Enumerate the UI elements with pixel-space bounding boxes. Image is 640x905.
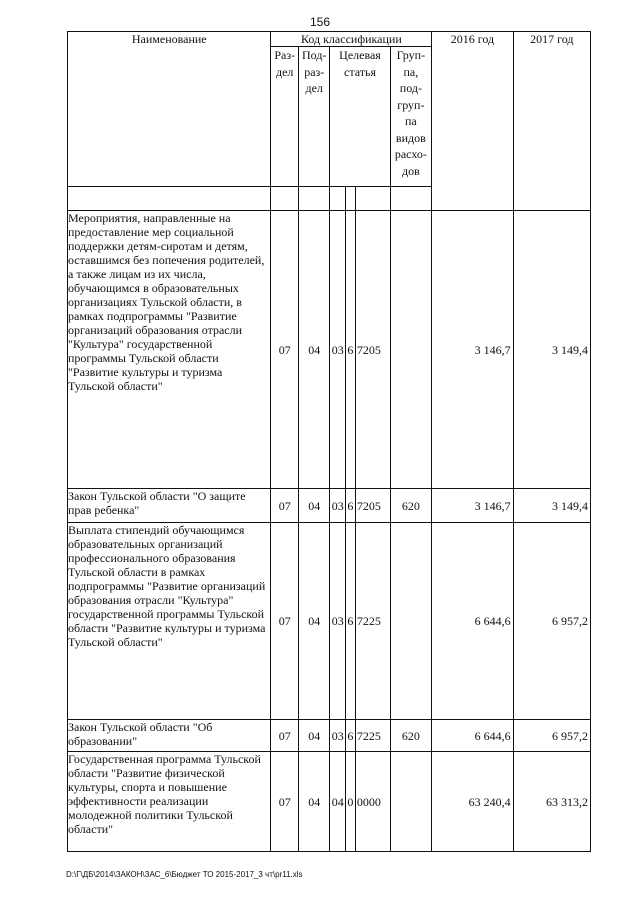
row-target-article-3: 0000 bbox=[355, 752, 390, 852]
row-target-article-1: 03 bbox=[330, 489, 345, 523]
row-2017: 3 149,4 bbox=[513, 489, 590, 523]
table-row bbox=[68, 752, 591, 852]
row-target-article-1: 03 bbox=[330, 211, 345, 489]
header-row-top bbox=[68, 32, 591, 47]
row-2017: 3 149,4 bbox=[513, 211, 590, 489]
header-target-article: Целевая статья bbox=[330, 47, 390, 187]
row-target-article-2: 6 bbox=[345, 720, 355, 752]
page-number: 156 bbox=[309, 15, 331, 29]
row-target-article-1: 03 bbox=[330, 720, 345, 752]
row-target-article-3: 7205 bbox=[355, 211, 390, 489]
row-target-article-2: 6 bbox=[345, 211, 355, 489]
header-name: Наименование bbox=[68, 32, 271, 187]
spacer-cell bbox=[330, 187, 345, 211]
header-expense-group: Груп- па, под- груп- па видов расхо- дов bbox=[390, 47, 432, 187]
row-section: 07 bbox=[271, 211, 298, 489]
header-subsection: Под- раз- дел bbox=[298, 47, 330, 187]
row-name: Выплата стипендий обучающимся образовательных организаций профессионального образования Тульской области в рамках подпрограммы "Развитие организаций образования отрасли "Культура" государственной программы Тульской области "Развитие культуры и туризма Тульской области" bbox=[68, 523, 271, 720]
header-classification: Код классификации bbox=[271, 32, 432, 47]
row-section: 07 bbox=[271, 489, 298, 523]
header-2016: 2016 год bbox=[432, 32, 513, 211]
row-2016: 63 240,4 bbox=[432, 752, 513, 852]
row-section: 07 bbox=[271, 720, 298, 752]
row-target-article-3: 7225 bbox=[355, 523, 390, 720]
spacer-cell bbox=[390, 187, 432, 211]
row-expense-group: 620 bbox=[390, 489, 432, 523]
row-2016: 3 146,7 bbox=[432, 211, 513, 489]
row-expense-group: 620 bbox=[390, 720, 432, 752]
row-subsection: 04 bbox=[298, 720, 330, 752]
row-target-article-2: 6 bbox=[345, 489, 355, 523]
table-row bbox=[68, 720, 591, 752]
row-target-article-2: 0 bbox=[345, 752, 355, 852]
header-section: Раз- дел bbox=[271, 47, 298, 187]
row-subsection: 04 bbox=[298, 211, 330, 489]
row-2016: 3 146,7 bbox=[432, 489, 513, 523]
row-subsection: 04 bbox=[298, 523, 330, 720]
row-target-article-3: 7225 bbox=[355, 720, 390, 752]
row-2017: 6 957,2 bbox=[513, 720, 590, 752]
row-name: Закон Тульской области "Об образовании" bbox=[68, 720, 271, 752]
budget-table bbox=[67, 31, 591, 852]
table-row bbox=[68, 489, 591, 523]
row-subsection: 04 bbox=[298, 489, 330, 523]
row-target-article-1: 03 bbox=[330, 523, 345, 720]
row-target-article-2: 6 bbox=[345, 523, 355, 720]
row-target-article-1: 04 bbox=[330, 752, 345, 852]
row-2016: 6 644,6 bbox=[432, 523, 513, 720]
file-path-footer: D:\Г\ДБ\2014\ЗАКОН\ЗАС_6\Бюджет ТО 2015-2017_3 чт\pr11.xls bbox=[66, 870, 303, 879]
spacer-cell bbox=[355, 187, 390, 211]
row-name: Мероприятия, направленные на предоставление мер социальной поддержки детям-сиротам и детям, оставшимся без попечения родителей, а также лицам из их числа, обучающимся в образовательных организациях Тульской области, в рамках подпрограммы "Развитие организаций образования отрасли "Культура" государственной программы Тульской области "Развитие культуры и туризма Тульской области" bbox=[68, 211, 271, 489]
spacer-cell bbox=[345, 187, 355, 211]
spacer-cell bbox=[298, 187, 330, 211]
row-2017: 63 313,2 bbox=[513, 752, 590, 852]
row-expense-group bbox=[390, 211, 432, 489]
row-section: 07 bbox=[271, 523, 298, 720]
row-target-article-3: 7205 bbox=[355, 489, 390, 523]
spacer-cell bbox=[68, 187, 271, 211]
table-row bbox=[68, 211, 591, 489]
row-expense-group bbox=[390, 752, 432, 852]
row-name: Закон Тульской области "О защите прав ребенка" bbox=[68, 489, 271, 523]
row-2017: 6 957,2 bbox=[513, 523, 590, 720]
row-subsection: 04 bbox=[298, 752, 330, 852]
table-row bbox=[68, 523, 591, 720]
row-2016: 6 644,6 bbox=[432, 720, 513, 752]
header-2017: 2017 год bbox=[513, 32, 590, 211]
row-name: Государственная программа Тульской области "Развитие физической культуры, спорта и повышение эффективности реализации молодежной политики Тульской области" bbox=[68, 752, 271, 852]
row-section: 07 bbox=[271, 752, 298, 852]
row-expense-group bbox=[390, 523, 432, 720]
spacer-cell bbox=[271, 187, 298, 211]
